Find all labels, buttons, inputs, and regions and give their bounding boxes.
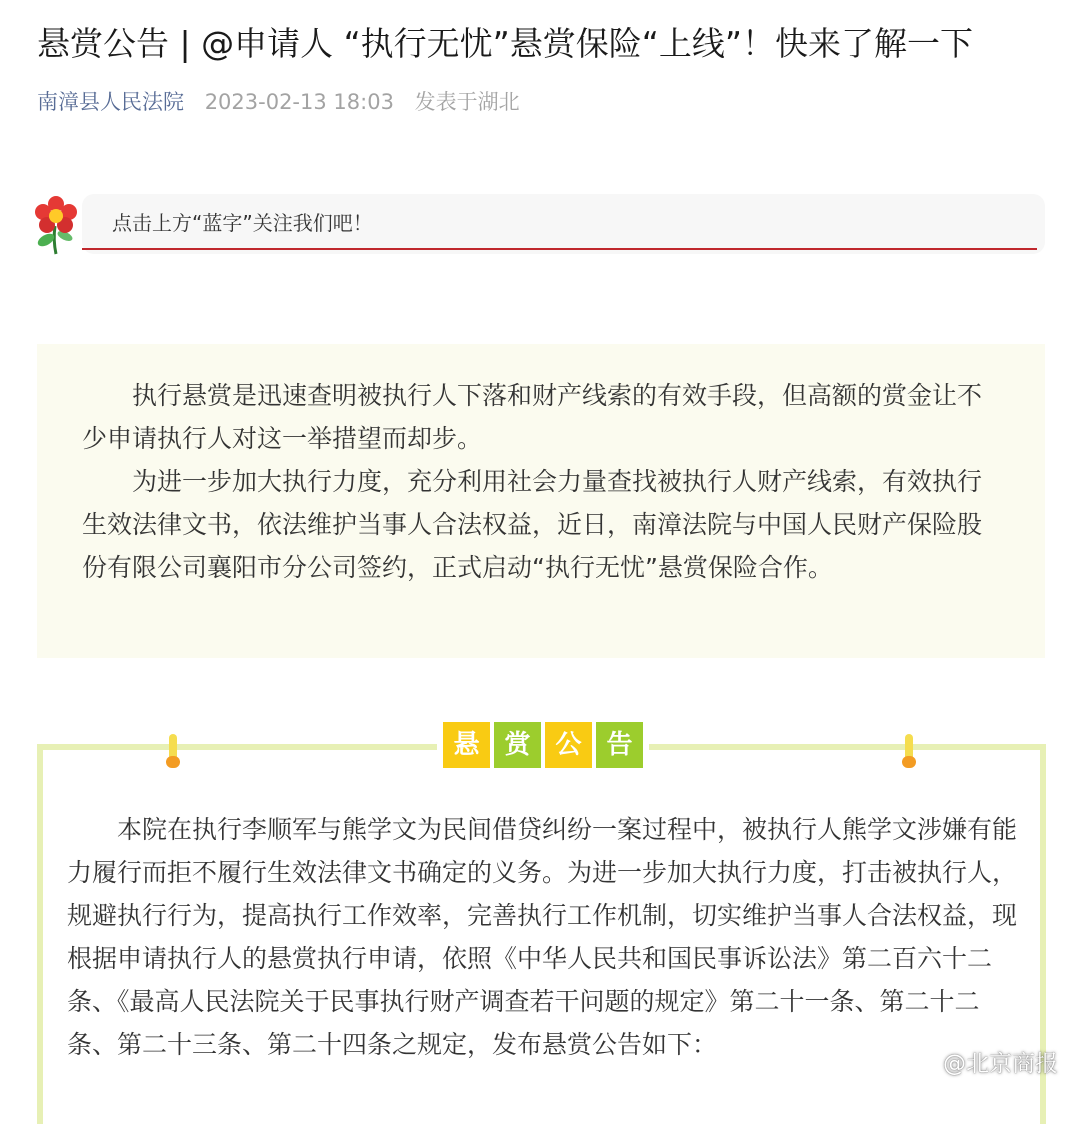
notice-title-char: 公: [545, 722, 592, 768]
article-title: 悬赏公告 | @申请人 “执行无忧”悬赏保险“上线”！快来了解一下: [37, 24, 973, 63]
intro-paragraph-1: 执行悬赏是迅速查明被执行人下落和财产线索的有效手段，但高额的赏金让不少申请执行人对这一举措望而却步。: [82, 381, 983, 453]
pin-decoration-left: [166, 734, 180, 768]
publish-time: 2023-02-13 18:03: [204, 90, 394, 114]
notice-title: [437, 722, 649, 770]
publish-location: 发表于湖北: [414, 90, 520, 114]
intro-paragraph-2: 为进一步加大执行力度，充分利用社会力量查找被执行人财产线索，有效执行生效法律文书，依法维护当事人合法权益，近日，南漳法院与中国人民财产保险股份有限公司襄阳市分公司签约，正式启动“执行无忧”悬赏保险合作。: [82, 467, 983, 582]
follow-banner[interactable]: [82, 194, 1045, 254]
intro-box: [37, 344, 1045, 658]
notice-paragraph: 本院在执行李顺军与熊学文为民间借贷纠纷一案过程中，被执行人熊学文涉嫌有能力履行而拒不履行生效法律文书确定的义务。为进一步加大执行力度，打击被执行人，规避执行行为，提高执行工作效率，完善执行工作机制，切实维护当事人合法权益，现根据申请执行人的悬赏执行申请，依照《中华人民共和国民事诉讼法》第二百六十二条、《最高人民法院关于民事执行财产调查若干问题的规定》第二十一条、第二十二条、第二十三条、第二十四条之规定，发布悬赏公告如下：: [67, 815, 1018, 1059]
author-link[interactable]: 南漳县人民法院: [37, 90, 184, 114]
follow-text: 点击上方“蓝字”关注我们吧！: [112, 211, 373, 235]
notice-title-char: 告: [596, 722, 643, 768]
watermark: @北京商报: [943, 1051, 1058, 1077]
notice-title-char: 悬: [443, 722, 490, 768]
notice-title-char: 赏: [494, 722, 541, 768]
pin-decoration-right: [902, 734, 916, 768]
article-meta: [37, 86, 520, 118]
intro-text: [82, 374, 1002, 589]
follow-underline: [82, 248, 1037, 250]
red-flower-icon: [34, 196, 78, 256]
